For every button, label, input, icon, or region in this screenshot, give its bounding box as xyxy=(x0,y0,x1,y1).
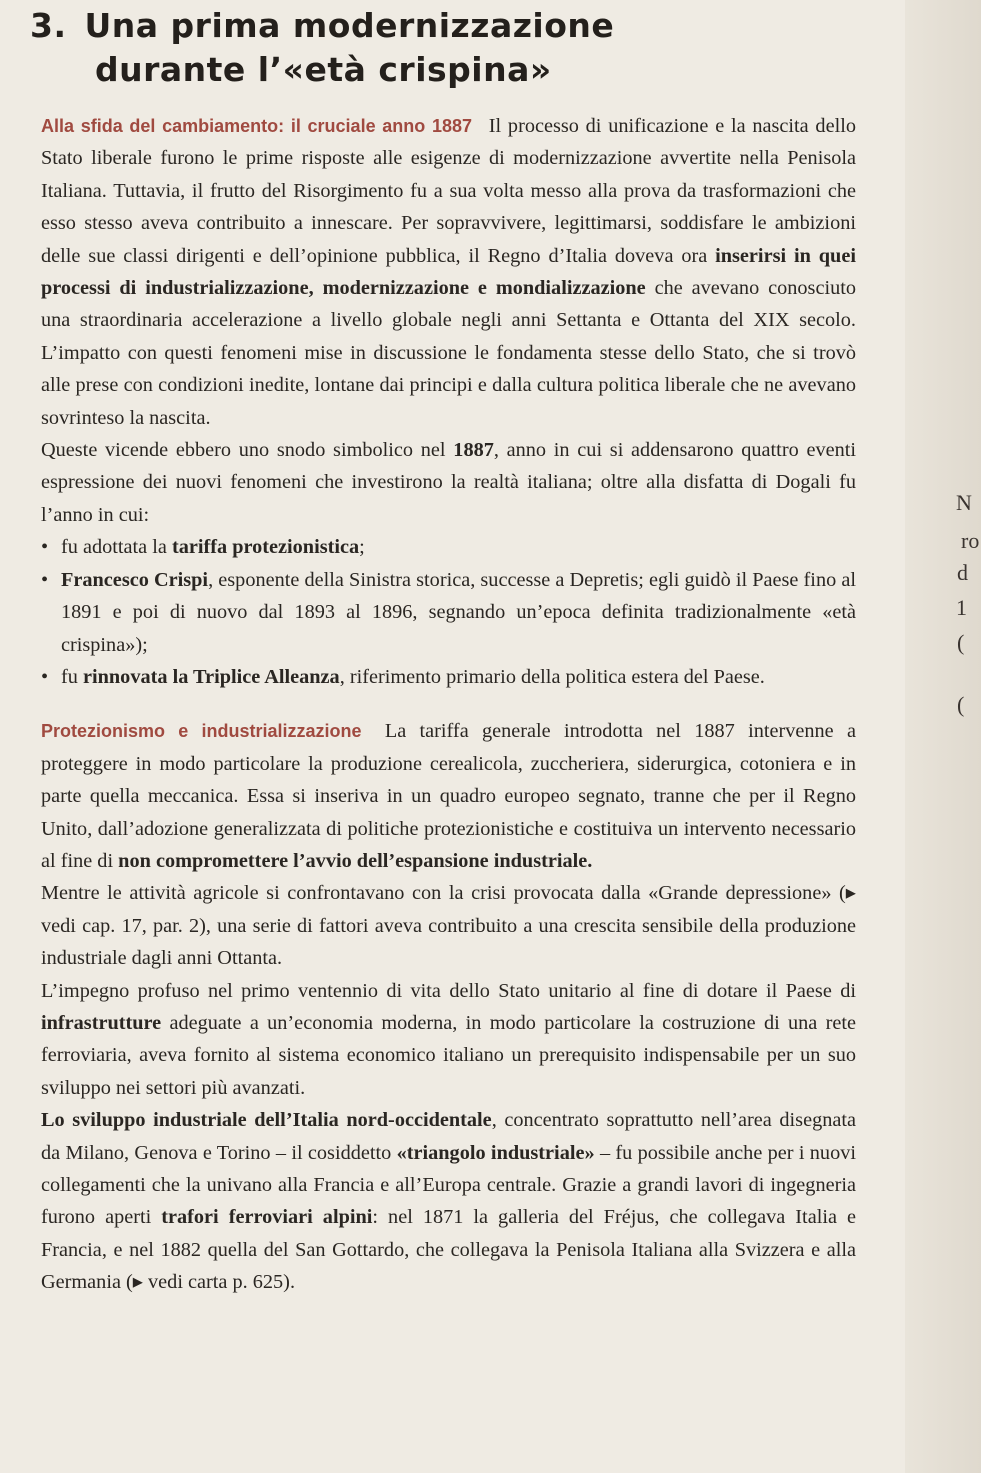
section-number: 3. xyxy=(30,6,67,45)
list-item: • fu rinnovata la Triplice Alleanza, riferimento primario della politica estera del Paese. xyxy=(41,661,856,693)
margin-fragment: N xyxy=(956,490,972,515)
paragraph: Alla sfida del cambiamento: il cruciale anno 1887 Il processo di unificazione e la nascita dello Stato liberale furono le prime risposte alle esigenze di modernizzazione avvertite nella Penisola Italiana. Tuttavia, il frutto del Risorgimento fu a sua volta messo alla prova da trasformazioni che esso stesso aveva contribuito a innescare. Per sopravvivere, legittimarsi, soddisfare le ambizioni delle sue classi dirigenti e dell’opinione pubblica, il Regno d’Italia doveva ora inserirsi in quei processi di industrializzazione, modernizzazione e mondializzazione che avevano conosciuto una straordinaria accelerazione a livello globale negli anni Settanta e Ottanta del XIX secolo. L’impatto con questi fenomeni mise in discussione le fondamenta stesse dello Stato, che si trovò alle prese con condizioni inedite, lontane dai principi e dalla cultura politica liberale che ne avevano sovrinteso la nascita. xyxy=(41,115,856,429)
paragraph: L’impegno profuso nel primo ventennio di vita dello Stato unitario al fine di dotare il Paese di infrastrutture adeguate a un’economia moderna, in modo particolare la costruzione di una rete ferroviaria, aveva fornito al sistema economico italiano un prerequisito indispensabile per un suo sviluppo nei settori più avanzati. xyxy=(41,979,857,1099)
paragraph: Mentre le attività agricole si confrontavano con la crisi provocata dalla «Grande depressione» (▸ vedi cap. 17, par. 2), una serie di fattori aveva contribuito a una crescita sensibile della produzione industriale dagli anni Ottanta. xyxy=(41,882,856,970)
runin-heading: Protezionismo e industrializzazione xyxy=(41,721,362,742)
heading-line-2: durante l’«età crispina» xyxy=(95,50,552,89)
event-list xyxy=(41,531,856,693)
margin-fragment: d xyxy=(957,560,968,585)
margin-fragment: ( xyxy=(957,630,965,655)
section-heading xyxy=(30,4,614,92)
paragraph: Lo sviluppo industriale dell’Italia nord-occidentale, concentrato soprattutto nell’area disegnata da Milano, Genova e Torino – il cosiddetto «triangolo industriale» – fu possibile anche per i nuovi collegamenti che la univano alla Francia e all’Europa centrale. Grazie a grandi lavori di ingegneria furono aperti trafori ferroviari alpini: nel 1871 la galleria del Fréjus, che collegava Italia e Francia, e nel 1882 quella del San Gottardo, che collegava la Penisola Italiana alla Svizzera e alla Germania (▸ vedi carta p. 625). xyxy=(41,1109,856,1294)
heading-line-1: Una prima modernizzazione xyxy=(84,6,615,45)
margin-fragment: 1 xyxy=(956,595,967,620)
bold-phrase: inserirsi in quei processi di industrializzazione, modernizzazione e mondializzazione xyxy=(41,244,856,300)
list-item: • fu adottata la tariffa protezionistica; xyxy=(41,531,856,563)
margin-fragment: ( xyxy=(957,692,965,717)
margin-fragment: ro xyxy=(961,528,980,553)
runin-heading: Alla sfida del cambiamento: il cruciale anno 1887 xyxy=(41,116,473,136)
body-text xyxy=(41,110,856,1299)
list-item: • Francesco Crispi, esponente della Sinistra storica, successe a Depretis; egli guidò il Paese fino al 1891 e poi di nuovo dal 1893 al 1896, segnando un’epoca definita tradizionalmente «età crispina»); xyxy=(41,564,856,661)
paragraph: Protezionismo e industrializzazione La tariffa generale introdotta nel 1887 intervenne a proteggere in modo particolare la produzione cerealicola, zuccheriera, siderurgica, cotoniera e in parte quella meccanica. Essa si inseriva in un quadro europeo segnato, tranne che per il Regno Unito, dall’adozione generalizzata di politiche protezionistiche e costituiva un intervento necessario al fine di non compromettere l’avvio dell’espansione industriale. xyxy=(41,720,856,872)
bold-phrase: non compromettere l’avvio dell’espansione industriale. xyxy=(118,849,593,872)
adjacent-page-margin xyxy=(905,0,981,1473)
paragraph: Queste vicende ebbero uno snodo simbolico nel 1887, anno in cui si addensarono quattro eventi espressione dei nuovi fenomeni che investirono la realtà italiana; oltre alla disfatta di Dogali fu l’anno in cui: xyxy=(41,439,856,526)
